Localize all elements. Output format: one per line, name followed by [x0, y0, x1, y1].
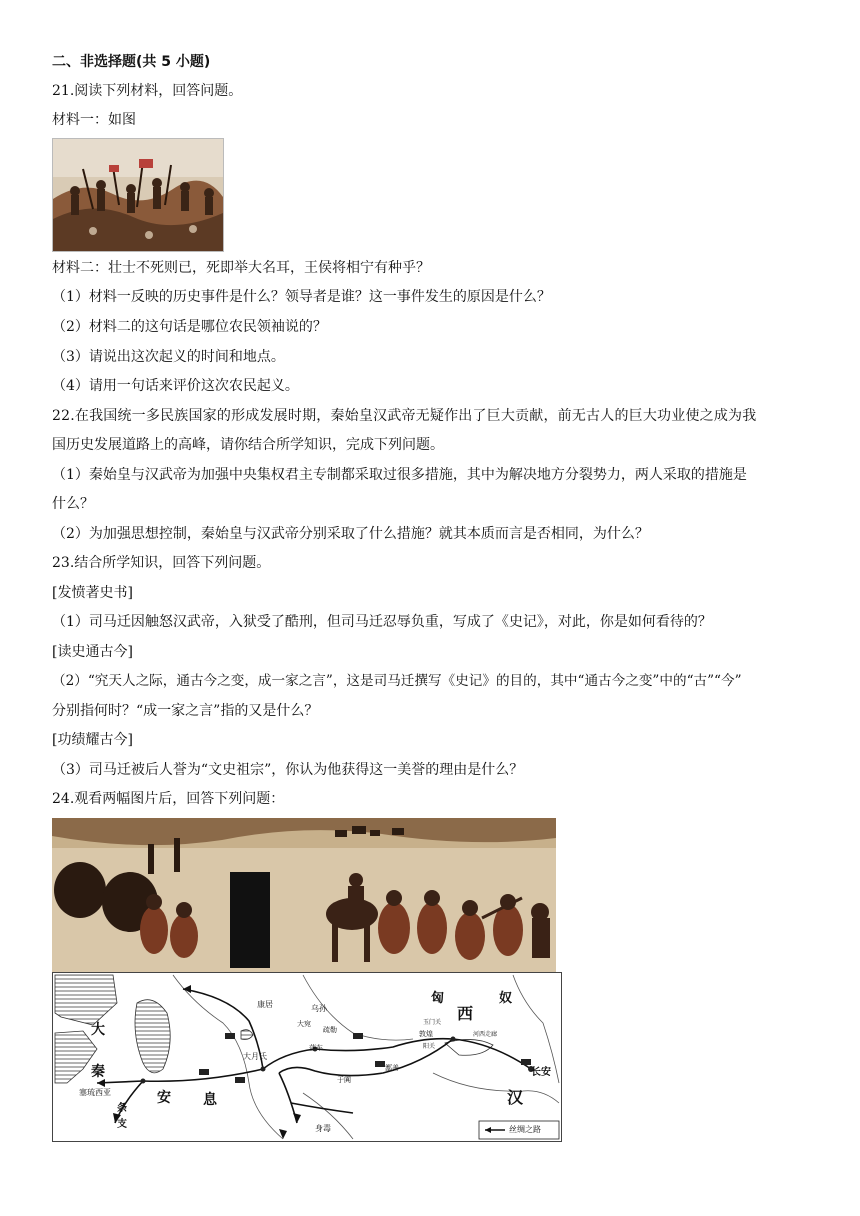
q22-stem-line-1: 22.在我国统一多民族国家的形成发展时期，秦始皇汉武帝无疑作出了巨大贡献，前无古人的巨大功业使之成为我 [52, 408, 757, 424]
q23-heading-1: [发愤著史书] [52, 585, 133, 601]
map-label-xiongnu-b: 奴 [499, 991, 513, 1006]
map-label-dayuezhi: 大月氏 [243, 1052, 267, 1061]
zhang-qian-mural-image [52, 818, 556, 972]
map-label-shanshan: 鄯善 [385, 1064, 399, 1072]
map-label-qin: 秦 [91, 1064, 105, 1080]
q23-sub-2-line-2: 分别指何时？“成一家之言”指的又是什么？ [52, 703, 319, 719]
map-label-han: 汉 [507, 1088, 524, 1107]
q22-stem-line-2: 国历史发展道路上的高峰，请你结合所学知识，完成下列问题。 [52, 437, 444, 453]
map-label-yutian: 于阗 [337, 1076, 351, 1084]
map-label-shendu: 身毒 [315, 1124, 331, 1133]
map-label-tiaozhi-a: 条 [117, 1103, 127, 1114]
map-label-wusun: 乌孙 [311, 1004, 327, 1013]
q23-stem: 23.结合所学知识，回答下列问题。 [52, 555, 271, 571]
q21-sub-2: （2）材料二的这句话是哪位农民领袖说的？ [52, 319, 327, 335]
section-title: 二、非选择题(共 5 小题) [52, 54, 211, 70]
map-label-xi: 西 [457, 1004, 474, 1023]
map-label-shache: 莎车 [309, 1044, 323, 1052]
q23-heading-2: [读史通古今] [52, 644, 133, 660]
q21-sub-4: （4）请用一句话来评价这次农民起义。 [52, 378, 299, 394]
map-label-shule: 疏勒 [323, 1026, 337, 1034]
map-label-da: 大 [91, 1022, 105, 1038]
uprising-painting-image [52, 138, 224, 252]
q22-sub-1-line-1: （1）秦始皇与汉武帝为加强中央集权君主专制都采取过很多措施，其中为解决地方分裂势力，两人采取的措施是 [52, 467, 747, 483]
map-label-seleucia: 塞琉西亚 [79, 1088, 111, 1097]
silk-road-map-image [52, 972, 562, 1142]
map-label-xiongnu-a: 匈 [431, 991, 445, 1006]
map-label-changan: 长安 [531, 1067, 551, 1078]
q23-heading-3: [功绩耀古今] [52, 732, 133, 748]
map-label-dunhuang: 敦煌 [419, 1030, 433, 1038]
q21-stem: 21.阅读下列材料，回答问题。 [52, 83, 243, 99]
q21-material-2: 材料二：壮士不死则已，死即举大名耳，王侯将相宁有种乎？ [52, 260, 430, 276]
map-label-xi2: 息 [203, 1092, 217, 1108]
q23-sub-2-line-1: （2）“究天人之际，通古今之变，成一家之言”，这是司马迁撰写《史记》的目的，其中“通古今之变”中的“古”“今” [52, 673, 742, 689]
q21-sub-3: （3）请说出这次起义的时间和地点。 [52, 349, 285, 365]
silk-road-map-art [53, 973, 561, 1141]
map-label-kangju: 康居 [257, 1000, 273, 1009]
mural-art [52, 818, 556, 972]
map-label-hexi: 河西走廊 [473, 1031, 498, 1038]
q21-material-1: 材料一：如图 [52, 112, 136, 128]
map-label-an: 安 [157, 1090, 171, 1106]
map-label-dawan: 大宛 [297, 1020, 311, 1028]
q24-stem: 24.观看两幅图片后，回答下列问题： [52, 791, 285, 807]
q22-sub-2: （2）为加强思想控制，秦始皇与汉武帝分别采取了什么措施？就其本质而言是否相同，为什么？ [52, 526, 649, 542]
q21-sub-1: （1）材料一反映的历史事件是什么？领导者是谁？这一事件发生的原因是什么？ [52, 289, 551, 305]
map-label-yumenguan: 玉门关 [423, 1019, 442, 1026]
map-label-tiaozhi-b: 支 [117, 1119, 127, 1130]
q22-sub-1-line-2: 什么？ [52, 496, 94, 512]
map-label-yangguan: 阳关 [423, 1043, 436, 1050]
q23-sub-3: （3）司马迁被后人誉为“文史祖宗”，你认为他获得这一美誉的理由是什么？ [52, 762, 524, 778]
q23-sub-1: （1）司马迁因触怒汉武帝，入狱受了酷刑，但司马迁忍辱负重，写成了《史记》，对此，你是如何看待的？ [52, 614, 712, 630]
uprising-painting-art [53, 139, 223, 251]
map-legend-label: 丝绸之路 [509, 1125, 541, 1134]
